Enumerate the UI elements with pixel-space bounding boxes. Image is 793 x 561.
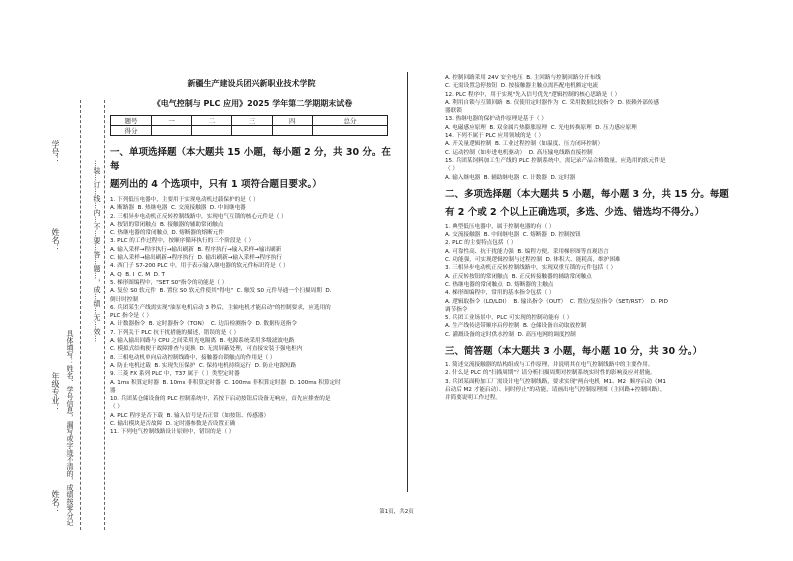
score-cell [152,126,192,136]
question-line: A. 电磁感应原理 B. 双金属片热膨胀原理 C. 光电转换原理 D. 压力感应原理 [445,124,637,131]
question-line: A. 输入采样→程序执行→输出刷新 B. 程序执行→输入采样→输出刷新 [110,246,282,253]
question-line: 4. 西门子 S7-200 PLC 中，用于表示输入继电器的软元件标识符是（ ） [110,263,289,270]
question-line: A. 断路器 B. 热继电器 C. 交流接触器 D. 中间继电器 [110,205,246,212]
question-line: （ ） [110,404,123,411]
question-line: A. 开关量逻辑控制 B. 工业过程控制（如温度、压力闭环控制） [445,141,604,148]
question-line: A. 逻辑取指令（LD/LDI） B. 输出指令（OUT） C. 置位/复位指令（SET/RST） D. PID [445,298,668,305]
question-line: 1. 典型低压电器中，属于控制电器的有（ ） [445,223,555,230]
question-line: A. 1ms 积算定时器 B. 10ms 非积算定时器 C. 100ms 非积算定时器 D. 100ms 积算定时 [110,379,341,386]
question-line: 5. 梯形图编程中，"SET S0"指令的功能是（ ） [110,279,228,286]
name-bottom-label: 姓名： [51,490,60,514]
score-cell [192,126,232,136]
exam-title: 《电气控制与 PLC 应用》2025 学年第二学期期末试卷 [152,99,353,108]
question-line: C. 输入采样→输出刷新→程序执行 D. 输出刷新→输入采样→程序执行 [110,255,282,262]
score-header-cell: 四 [272,116,312,126]
question-line: 7. 下列关于 PLC 抗干扰措施的描述，错误的是（ ） [110,329,240,336]
question-line: C. 热继电器的常闭触点 D. 熔断器的熔断元件 [110,230,224,237]
question-line: C. 无需设置急停按钮 D. 按接触器主触点需匹配电机额定电流 [445,83,599,90]
question-line: A. 正反转按钮的常闭触点 B. 正反转接触器的辅助常闭触点 [445,273,592,280]
section1-continued [445,74,735,182]
score-cell [312,126,387,136]
question-line: 14. 下列不属于 PLC 应用领域的是（ ） [445,133,545,140]
right-column [445,74,735,403]
section1-title-line2: 题列出的 4 个选项中，只有 1 项符合题目要求。） [110,179,322,190]
section1-questions [110,196,395,437]
question-line: 12. PLC 程序中，用于实现"先入信号优先"逻辑控制的核心思路是（ ） [445,91,621,98]
student-id-label: 学号： [51,140,60,164]
left-column [110,78,395,437]
score-header-cell: 题号 [111,116,152,126]
name-label: 姓名： [51,228,60,252]
score-cell [272,126,312,136]
page-footer: 第1页，共2页 [379,509,414,515]
question-line: 2. 什么是 PLC 的"扫描周期"？请分析扫描周期对控制系统实时性的影响及应对措施。 [445,370,656,377]
question-line: 10. 兵团某仓储设备的 PLC 控制系统中，若按下启动按钮后设备无响应，首先应排查的是 [110,396,331,403]
section1-title-line1: 一、单项选择题（本大题共 15 小题，每小题 2 分，共 30 分。在每 [110,147,391,172]
question-line: PLC 指令是（ ） [110,313,152,320]
question-line: A. 控制回路采用 24V 安全电压 B. 主回路与控制回路分开布线 [445,75,601,81]
question-line: 倒计时控制 [110,296,138,303]
binding-notice: 具体填写：姓名、学号信息，漏写或字迹不清的，成绩按零分记 [66,330,74,526]
score-header-cell: 二 [192,116,232,126]
question-line: 器 [110,387,116,394]
question-line: 2. PLC 的主要特点包括（ ） [445,240,517,247]
question-line: 6. 兵团某生产线需实现"油泵电机启动 3 秒后，主轴电机才能启动"的控制要求，应选用的 [110,304,331,311]
question-line: 9. 三菱 FX 系列 PLC 中，T37 属于（ ）类型定时器 [110,371,240,378]
section2-title-line2: 有 2 个或 2 个以上正确选项，多选、少选、错选均不得分。） [445,206,705,218]
question-line: A. 输入输出回路与 CPU 之间采用光电隔离 B. 电源系统采用多级滤波电路 [110,338,295,345]
question-line: 2. 三相异步电动机正反转控制线路中，实现电气互锁的核心元件是（ ） [110,213,287,220]
grade-major-label: 年级专业： [51,372,60,412]
question-line: 11. 下列电气控制线路设计原则中，错误的是（ ） [110,429,235,436]
question-line: 3. PLC 的工作过程中，按顺序循环执行的三个阶段是（ ） [110,238,255,245]
question-line: A. 输入继电器 B. 辅助继电器 C. 计数器 D. 定时器 [445,174,576,181]
question-line: 并简要说明工作过程。 [445,395,501,402]
question-line: 13. 热继电器的保护动作原理是基于（ ） [445,116,547,123]
question-line: A. 生产线传送带顺序启停控制 B. 仓储设备自动取放控制 [445,323,587,330]
question-line: 1. 下列低压电器中，主要用于实现电动机过载保护的是（ ） [110,197,259,203]
section3-questions [445,361,735,402]
question-line: 器联锁 [445,108,462,115]
score-table [110,115,388,136]
question-line: C. 热继电器的常闭触点 D. 熔断器的主触点 [445,281,554,288]
question-line: A. 按钮的常闭触点 B. 接触器的辅助常闭触点 [110,221,224,228]
score-row-label: 得分 [111,126,152,136]
score-header-cell: 总分 [312,116,387,126]
question-line: （ ） [445,166,458,173]
question-line: 3. 兵团某面粉加工厂需设计电气控制线路，要求实现"两台电机 M1、M2 顺序启动（M1 [445,378,666,385]
question-line: C. 运动控制（如步进电机驱动） D. 高压输电线路直接控制 [445,149,593,156]
question-line: C. 功能强，可实现逻辑控制与过程控制 D. 体积大、能耗高，维护困难 [445,257,621,264]
question-line: 1. 简述交流接触器的结构组成与工作原理，并说明其在电气控制线路中的主要作用。 [445,362,654,369]
binding-margin [0,0,108,561]
section2-questions [445,223,735,339]
score-header-cell: 三 [232,116,272,126]
question-line: 3. 三相异步电动机正反转控制线路中，实现双重互锁的元件包括（ ） [445,265,617,272]
question-line: C. 灌溉设备的定时供水控制 D. 高压电网的调度控制 [445,331,576,338]
question-line: 启动后 M2 才能启动）、同时停止"的功能，请画出电气控制原理图（主回路+控制回路）， [445,386,666,393]
question-line: A. 防止电机过载 B. 实现失压保护 C. 保持电机持续运行 D. 防止电源短路 [110,362,297,369]
score-header-cell: 一 [152,116,192,126]
question-line: A. Q B. I C. M D. T [110,271,165,278]
binding-instruction: …装…订…线…内…不…要…答…题…，成…绩…无…效… [93,160,101,342]
question-line: A. 复位 S0 软元件 B. 置位 S0 软元件使其"得电" C. 触发 S0 元件导通一个扫描周期 D. [110,288,332,295]
question-line: C. 模拟式结构便于故障排查与更换 D. 无需屏蔽处理，可直接安装于强电柜内 [110,346,303,353]
question-line: 4. 梯形图编程中，常用的基本指令包括（ ） [445,290,555,297]
question-line: A. 计数器指令 B. 定时器指令（TON） C. 边沿检测指令 D. 数据传送指令 [110,321,297,328]
score-cell [232,126,272,136]
question-line: A. 利用自锁与互锁回路 B. 仅使用定时器作为 C. 采用数据比较指令 D. 依赖外部传感 [445,99,660,106]
question-line: 8. 三相电动机单向启动控制线路中，接触器自锁触点的作用是（ ） [110,354,276,361]
section3-title: 三、简答题（本大题共 3 小题，每小题 10 分，共 30 分。） [445,346,703,358]
section2-title-line1: 二、多项选择题（本大题共 5 小题，每小题 3 分，共 15 分。每题 [445,188,729,200]
question-line: A. 交流接触器 B. 中间继电器 C. 熔断器 D. 控制按钮 [445,232,581,239]
binding-dashed-line [80,100,81,530]
question-line: 5. 兵团工业场景中，PLC 可实现的控制功能有（ ） [445,315,573,322]
question-line: A. PLC 程序是否下载 B. 输入信号是否正常（如按钮、传感器） [110,412,270,419]
question-line: 调节指令 [445,306,468,313]
binding-cut-line [104,100,105,530]
column-divider [407,72,408,492]
question-line: A. 可靠性高、抗干扰能力强 B. 编程方便，采用梯形图等直观语言 [445,248,609,255]
school-name: 新疆生产建设兵团兴新职业技术学院 [187,79,316,88]
question-line: C. 输出模块是否故障 D. 定时器参数是否设置正确 [110,421,236,428]
question-line: 15. 兵团某饲料加工生产线的 PLC 控制系统中，需记录产品合格数量，应选用的软元件是 [445,157,666,164]
